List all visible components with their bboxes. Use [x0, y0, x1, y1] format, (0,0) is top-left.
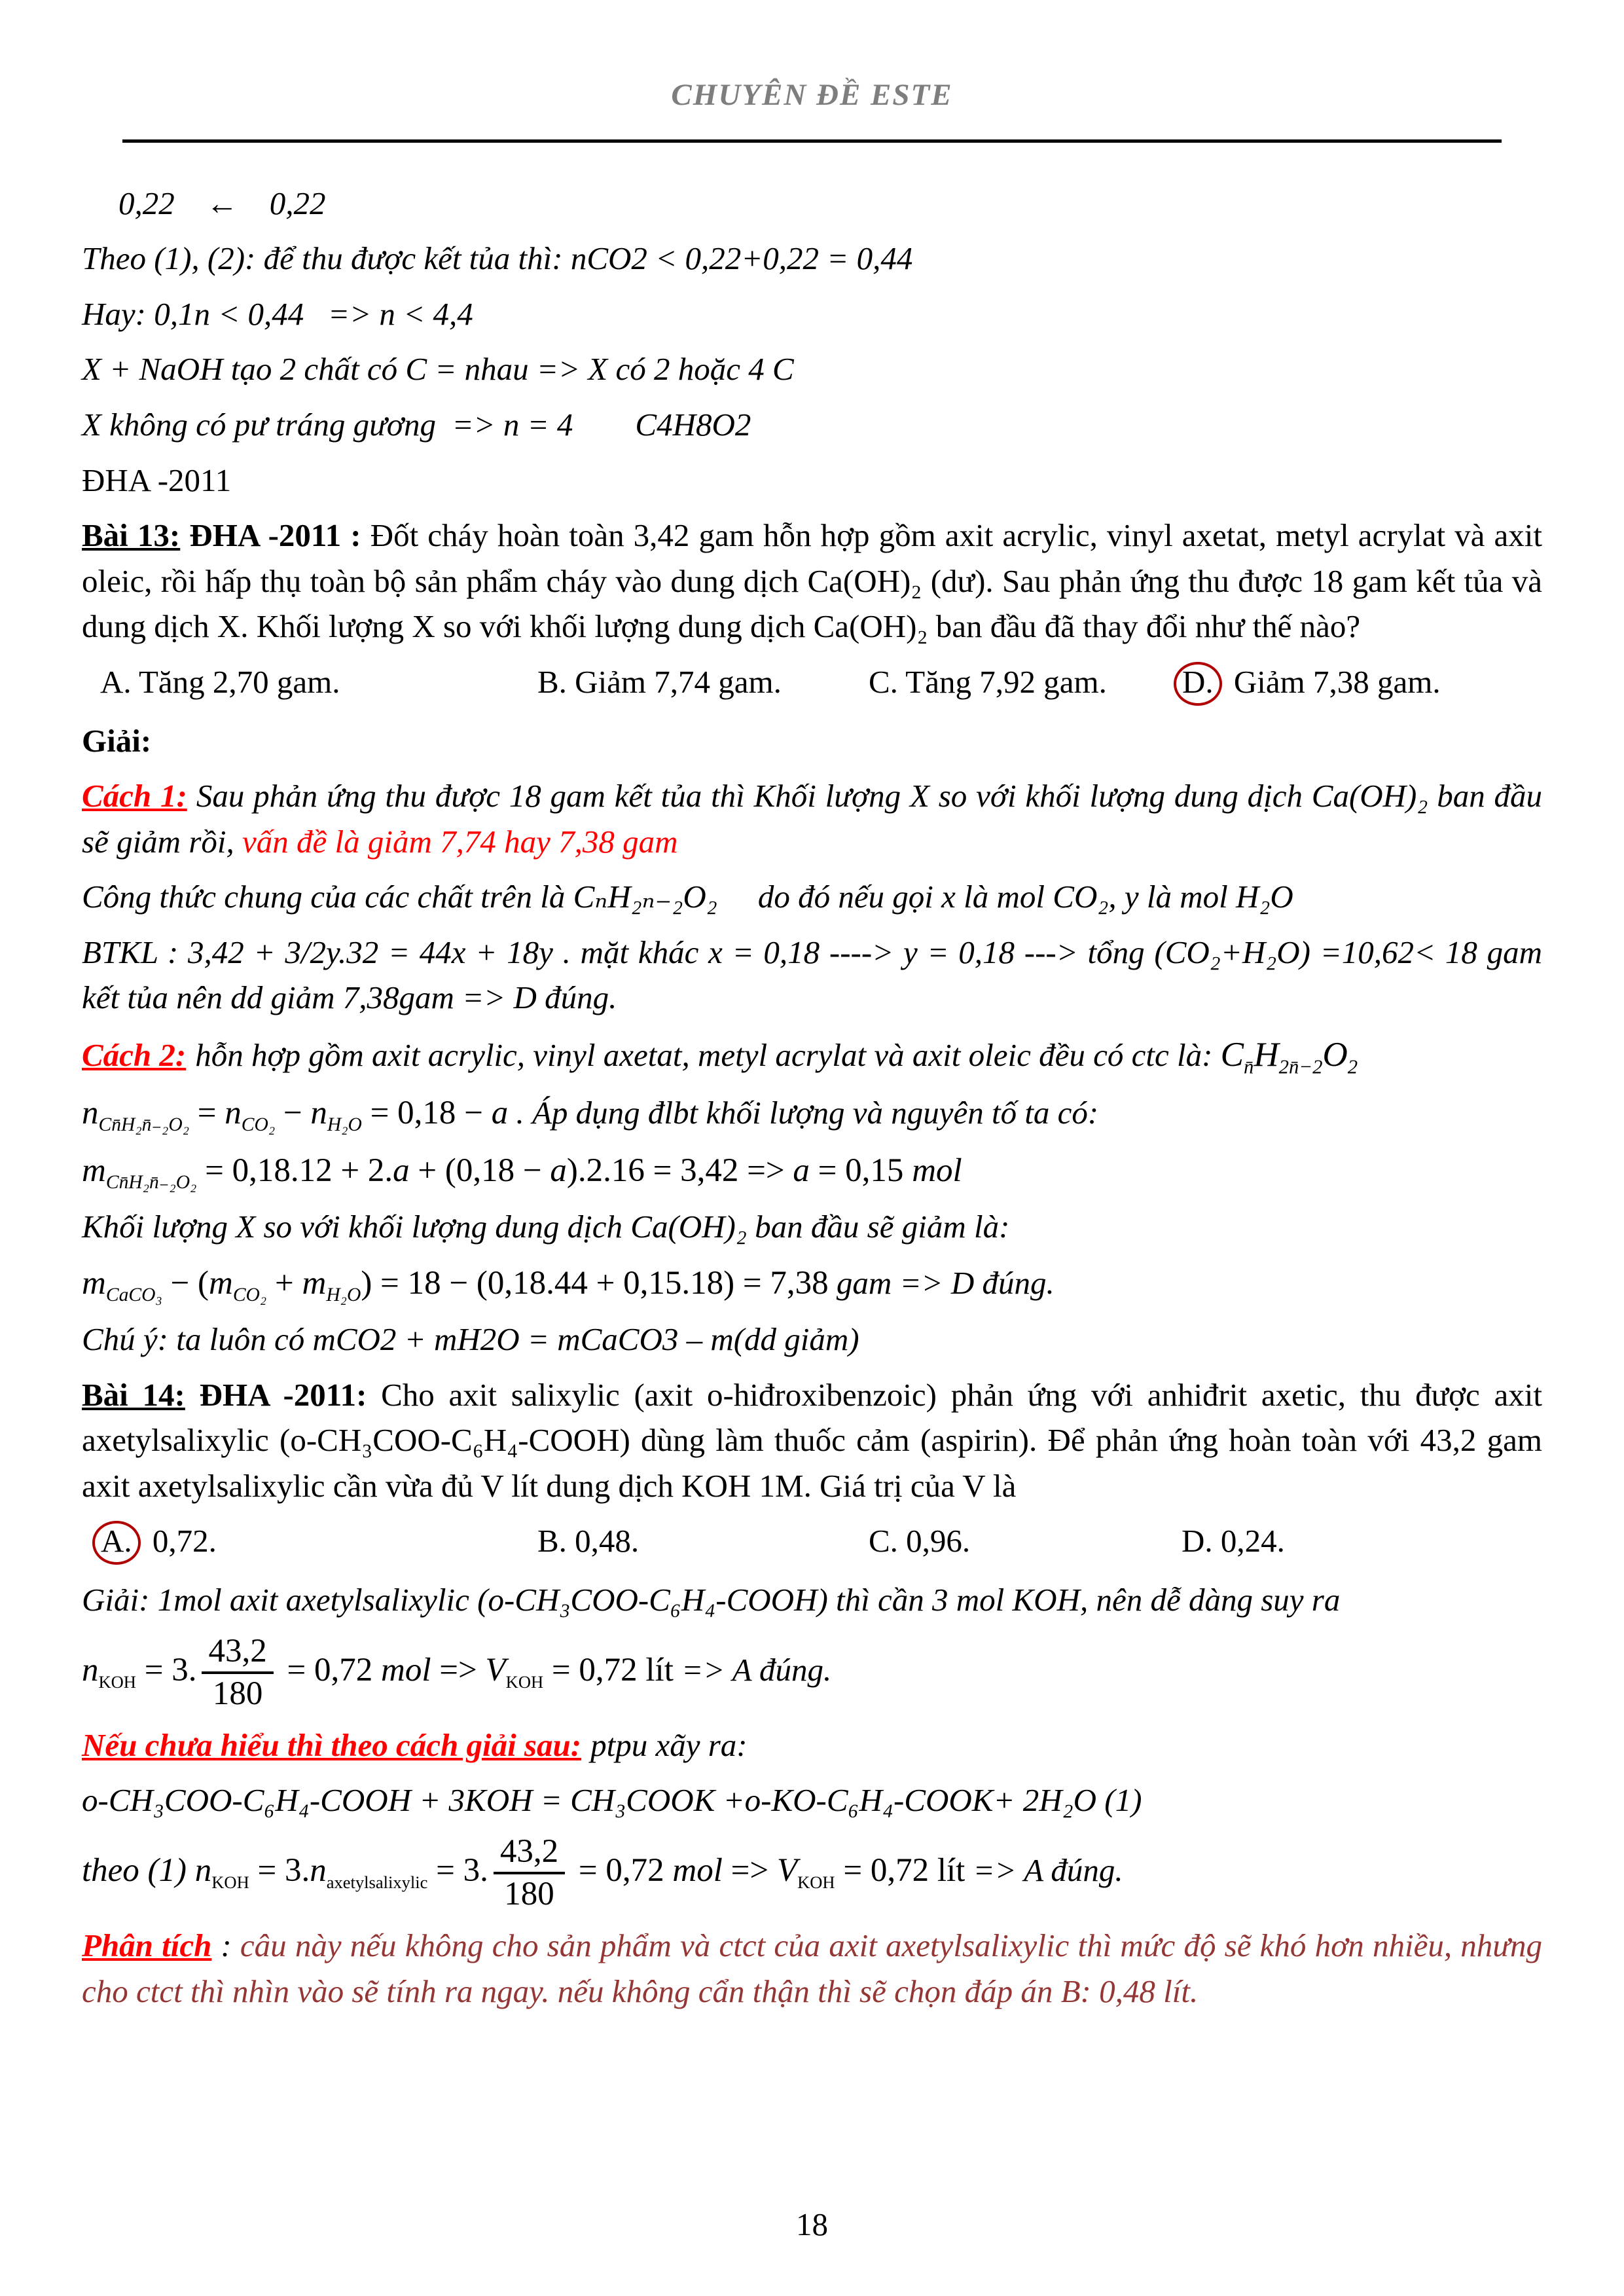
eq5-p2: = 3.	[427, 1851, 488, 1889]
document-content	[82, 181, 1542, 2014]
fraction-numerator: 43,2	[202, 1633, 273, 1674]
eq3-m1: m	[82, 1264, 106, 1302]
eq1-a: a	[491, 1095, 509, 1132]
eq1-n1: n	[82, 1095, 99, 1132]
eq5-p1: = 3.	[249, 1851, 310, 1889]
general-formula-line	[82, 874, 1542, 920]
line-hay: Hay: 0,1n < 0,44 => n < 4,4	[82, 295, 473, 332]
alternative-method-rest: ptpu xãy ra:	[590, 1726, 748, 1763]
eq3-m3: m	[302, 1264, 327, 1302]
eq5-unit: mol	[672, 1851, 723, 1889]
option-14-b: B. 0,48.	[537, 1523, 640, 1559]
header-divider	[122, 139, 1502, 143]
eq4-unit: mol	[380, 1651, 431, 1688]
eq3-m3-sub: H₂O	[326, 1284, 361, 1305]
eq2-m-sub: Cn̄H₂n̄₋₂O₂	[105, 1171, 197, 1193]
options-row-14	[82, 1518, 1542, 1564]
solution-13-label: Giải:	[82, 722, 152, 759]
eq1-n3: n	[310, 1095, 327, 1132]
problem-14-label: Bài 14:	[82, 1376, 185, 1413]
general-formula-text: Công thức chung của các chất trên là CₙH₂ₙ₋₂O₂	[82, 879, 717, 915]
line-x-naoh: X + NaOH tạo 2 chất có C = nhau => X có 2 hoặc 4 C	[82, 351, 794, 388]
line-dha-2011: ĐHA -2011	[82, 462, 232, 498]
eq5-n1: n	[194, 1851, 212, 1889]
eq4-p2: = 0,72	[278, 1651, 381, 1688]
problem-13-source: ĐHA -2011 :	[189, 517, 361, 554]
problem-13-label: Bài 13:	[82, 517, 181, 554]
eq1-n3-sub: H₂O	[327, 1114, 362, 1136]
answer-circle-14-a	[92, 1521, 141, 1565]
eq1-n2: n	[225, 1095, 242, 1132]
eq1-n2-sub: CO₂	[241, 1114, 276, 1136]
note-line: Chú ý: ta luôn có mCO2 + mH2O = mCaCO3 – m(dd giảm)	[82, 1321, 859, 1358]
analysis-label: Phân tích	[82, 1927, 212, 1964]
eq1-note: . Áp dụng đlbt khối lượng và nguyên tố ta có:	[508, 1095, 1099, 1131]
option-13-d-letter: D.	[1182, 663, 1214, 700]
eq1-op1: =	[197, 1095, 225, 1132]
eq2-m: m	[82, 1152, 106, 1189]
option-13-c: C. Tăng 7,92 gam.	[869, 663, 1107, 700]
eq5-n2-sub: axetylsalixylic	[326, 1872, 428, 1892]
analysis-text: câu này nếu không cho sản phẩm và ctct của axit axetylsalixylic thì mức độ sẽ khó hơn nhiều, nhưng cho ctct thì nhìn vào sẽ tính ra ngay. nếu không cẩn thận thì sẽ chọn đáp án B: 0,48 lít.	[82, 1927, 1543, 2009]
eq5-v-sub: KOH	[797, 1872, 835, 1892]
option-13-a: A. Tăng 2,70 gam.	[100, 663, 340, 700]
problem-14-text: Cho axit salixylic (axit o-hiđroxibenzoic) phản ứng với anhiđrit axetic, thu được axit axetylsalixylic (o-CH₃COO-C₆H₄-COOH) dùng làm thuốc cảm (aspirin). Để phản ứng hoàn toàn với 43,2 gam axit axetylsalixylic cần vừa đủ V lít dung dịch KOH 1M. Giá trị của V là	[82, 1376, 1542, 1504]
document-header	[82, 73, 1542, 143]
method-2-label: Cách 2:	[82, 1036, 187, 1073]
eq2-p2: + (0,18 −	[409, 1152, 550, 1189]
solution-13-method-2	[82, 1030, 1542, 1080]
problem-14-source: ĐHA -2011:	[199, 1376, 367, 1413]
fraction-denominator-second: 180	[504, 1875, 554, 1912]
eq4-n: n	[82, 1651, 99, 1688]
eq4-v: V	[485, 1651, 506, 1688]
eq3-rhs: ) = 18 − (0,18.44 + 0,15.18) = 7,38	[361, 1264, 829, 1302]
eq2-a1: a	[393, 1152, 410, 1189]
eq4-p4: = 0,72 lít	[543, 1651, 674, 1688]
eq5-v: V	[776, 1851, 798, 1889]
equation-koh-moles	[82, 1633, 1542, 1713]
eq2-unit: mol	[912, 1152, 962, 1189]
method-2-text: hỗn hợp gồm axit acrylic, vinyl axetat, metyl acrylat và axit oleic đều có ctc là:	[195, 1036, 1213, 1073]
eq3-p1: − (	[162, 1264, 209, 1302]
page-number: 18	[796, 2206, 828, 2243]
ctc-o-sub: 2	[1347, 1055, 1358, 1078]
formula-c4h8o2: C4H8O2	[635, 407, 751, 443]
eq4-p1: = 3.	[135, 1651, 197, 1688]
mol-value-right: 0,22	[269, 185, 326, 221]
fraction-numerator-second: 43,2	[494, 1833, 565, 1874]
mol-value-left: 0,22	[118, 185, 175, 221]
eq5-n2: n	[310, 1851, 327, 1889]
option-14-a	[100, 1518, 537, 1564]
line-x-khong-text: X không có pư tráng gương => n = 4	[82, 407, 573, 443]
alternative-method-line	[82, 1722, 1542, 1768]
general-formula-note: do đó nếu gọi x là mol CO₂, y là mol H₂O	[757, 879, 1293, 915]
option-13-b: B. Giảm 7,74 gam.	[537, 663, 782, 700]
eq3-p2: +	[266, 1264, 302, 1302]
analysis-paragraph	[82, 1923, 1542, 2014]
option-13-d-text: Giảm 7,38 gam.	[1233, 663, 1441, 700]
problem-14	[82, 1372, 1542, 1509]
problem-13-text: Đốt cháy hoàn toàn 3,42 gam hỗn hợp gồm axit acrylic, vinyl axetat, metyl acrylat và axit oleic, rồi hấp thụ toàn bộ sản phẩm cháy vào dung dịch Ca(OH)₂ (dư). Sau phản ứng thu được 18 gam kết tủa và dung dịch X. Khối lượng X so với khối lượng dung dịch Ca(OH)₂ ban đầu đã thay đổi như thế nào?	[82, 517, 1542, 645]
page-title: CHUYÊN ĐỀ ESTE	[671, 78, 953, 112]
eq2-a2: a	[550, 1152, 567, 1189]
equation-mass-decrease	[82, 1260, 1542, 1307]
eq5-lead: theo (1)	[82, 1851, 195, 1889]
eq5-p3: = 0,72	[570, 1851, 673, 1889]
answer-circle-13-d	[1174, 662, 1222, 706]
option-14-a-text: 0,72.	[152, 1523, 217, 1559]
eq3-note: gam => D đúng.	[828, 1264, 1055, 1301]
solution-13-method-1	[82, 773, 1542, 864]
ctc-h-sub: 2n̄−2	[1278, 1055, 1323, 1078]
eq1-n1-sub: Cn̄H₂n̄₋₂O₂	[98, 1114, 189, 1136]
option-14-d: D. 0,24.	[1182, 1523, 1285, 1559]
method-1-label: Cách 1:	[82, 778, 187, 814]
options-row-13	[82, 659, 1542, 705]
problem-13	[82, 513, 1542, 649]
ctc-c: C	[1220, 1035, 1244, 1074]
eq2-a3: a	[793, 1152, 810, 1189]
eq3-m1-sub: CaCO₃	[105, 1284, 162, 1305]
mass-decrease-line: Khối lượng X so với khối lượng dung dịch Ca(OH)₂ ban đầu sẽ giảm là:	[82, 1209, 1010, 1245]
eq3-m2-sub: CO₂	[232, 1284, 267, 1305]
eq5-p5: = 0,72 lít	[835, 1851, 965, 1889]
fraction-43-2-over-180	[202, 1633, 273, 1713]
option-14-a-letter: A.	[101, 1523, 132, 1559]
eq5-note: => A đúng.	[965, 1851, 1123, 1888]
page-footer	[0, 2202, 1624, 2248]
eq4-p3: =>	[431, 1651, 486, 1688]
ctc-h: H	[1254, 1035, 1279, 1074]
eq2-p4: = 0,15	[809, 1152, 912, 1189]
reaction-equation-line: o-CH₃COO-C₆H₄-COOH + 3KOH = CH₃COOK +o-KO-C₆H₄-COOK+ 2H₂O (1)	[82, 1782, 1142, 1819]
equation-theo-1	[82, 1833, 1542, 1913]
option-13-d	[1182, 659, 1542, 705]
solution-14-intro: Giải: 1mol axit axetylsalixylic (o-CH₃COO-C₆H₄-COOH) thì cần 3 mol KOH, nên dễ dàng suy ra	[82, 1581, 1341, 1618]
fraction-denominator: 180	[212, 1675, 263, 1712]
btkl-line: BTKL : 3,42 + 3/2y.32 = 44x + 18y . mặt khác x = 0,18 ----> y = 0,18 ---> tổng (CO₂+H₂O) =10,62< 18 gam kết tủa nên dd giảm 7,38gam => D đúng.	[82, 934, 1542, 1016]
ctc-c-sub: n̄	[1244, 1055, 1254, 1078]
left-arrow-icon: ←	[206, 185, 238, 221]
eq2-p1: = 0,18.12 + 2.	[205, 1152, 393, 1189]
option-14-c: C. 0,96.	[869, 1523, 971, 1559]
eq4-v-sub: KOH	[505, 1671, 544, 1692]
method-1-text: Sau phản ứng thu được 18 gam kết tủa thì Khối lượng X so với khối lượng dung dịch Ca(OH)₂ ban đầu sẽ giảm rồi,	[82, 778, 1543, 860]
eq1-op2: −	[275, 1095, 311, 1132]
alternative-method-label: Nếu chưa hiểu thì theo cách giải sau:	[82, 1726, 582, 1763]
fraction-43-2-over-180-second	[494, 1833, 565, 1913]
eq5-p4: =>	[722, 1851, 777, 1889]
eq3-m2: m	[208, 1264, 233, 1302]
eq1-rhs: = 0,18 −	[361, 1095, 492, 1132]
eq5-n1-sub: KOH	[211, 1872, 249, 1892]
eq4-n-sub: KOH	[98, 1671, 136, 1692]
general-formula-math	[1220, 1035, 1358, 1078]
line-mol-values	[82, 181, 1542, 227]
method-1-red-note: vấn đề là giảm 7,74 hay 7,38 gam	[242, 823, 678, 860]
eq2-p3: ).2.16 = 3,42 =>	[566, 1152, 793, 1189]
line-theo: Theo (1), (2): để thu được kết tủa thì: nCO2 < 0,22+0,22 = 0,44	[82, 240, 913, 277]
line-x-khong	[82, 402, 1542, 448]
ctc-o: O	[1322, 1035, 1348, 1074]
equation-mass-balance	[82, 1147, 1542, 1194]
analysis-colon: :	[221, 1927, 240, 1964]
equation-mole-balance	[82, 1089, 1542, 1137]
eq4-note: => A đúng.	[673, 1651, 832, 1688]
